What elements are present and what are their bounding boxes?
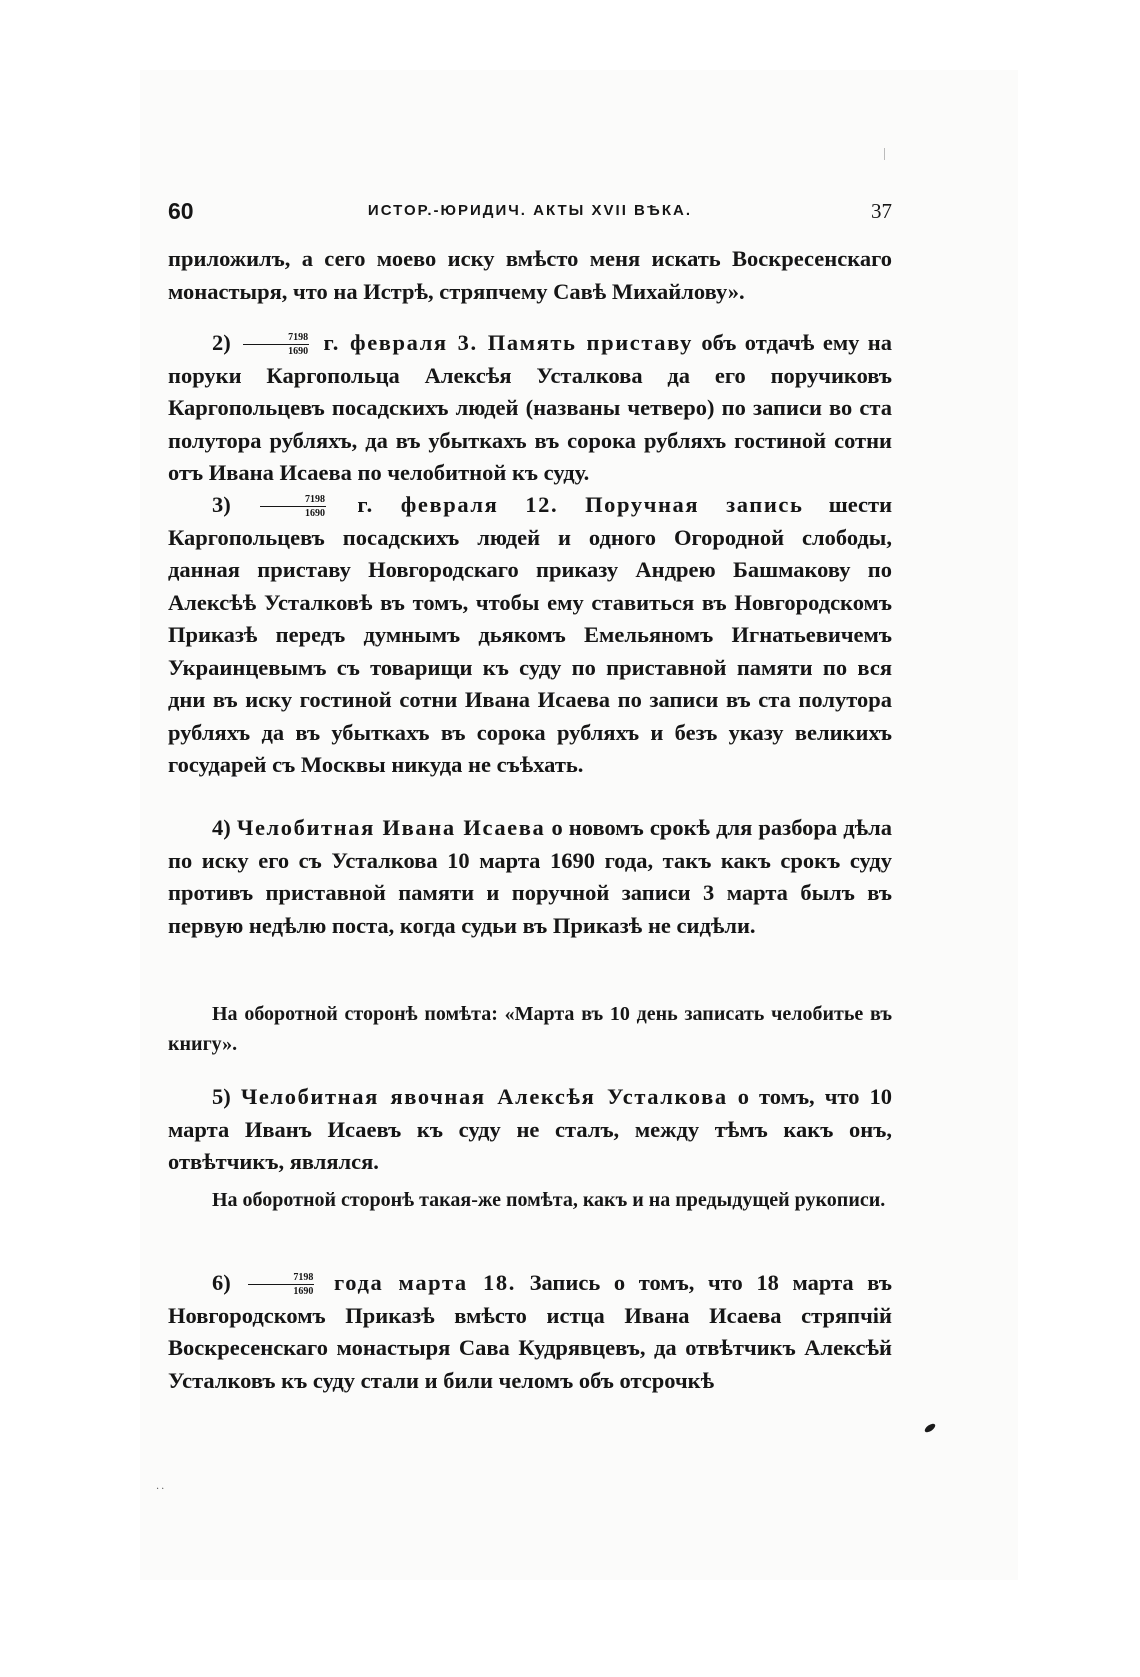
scan-dots: .. (156, 1481, 167, 1492)
note-4-text: На оборотной сторонѣ помѣта: «Марта въ 10 день записать челобитье въ книгу». (168, 1003, 892, 1055)
running-title: ИСТОР.-ЮРИДИЧ. АКТЫ XVII ВѢКА. (367, 202, 693, 219)
entry-6-text: Запись о томъ, что 18 марта въ Новгородскомъ Приказѣ вмѣсто истца Ивана Исаева стряпчій Воскресенскаго монастыря Сава Кудрявцевъ, да отвѣтчикъ Алексѣй Усталковъ къ суду стали и били челомъ объ отсрочкѣ (168, 1270, 893, 1393)
note-5-text: На оборотной сторонѣ такая-же помѣта, какъ и на предыдущей рукописи. (212, 1189, 886, 1211)
entry-5-text: о томъ, что 10 марта Иванъ Исаевъ къ суду не сталъ, между тѣмъ какъ онъ, отвѣтчикъ, являлся. (168, 1084, 892, 1174)
entry-6-year-fraction (248, 1272, 314, 1297)
entry-2 (168, 327, 892, 490)
entry-3-text: шести Каргопольцевъ посадскихъ людей и одного Огородной слободы, данная приставу Новгородскаго приказу Андрею Башмакову по Алексѣѣ Усталковѣ въ томъ, чтобы ему ставиться въ Новгородскомъ Приказѣ передъ думнымъ дьякомъ Емельяномъ Игнатьевичемъ Украинцевымъ съ товарищи къ суду по приставной памяти по вся дни въ иску гостиной сотни Ивана Исаева по записи въ ста полутора рубляхъ да въ убыткахъ въ сорока рубляхъ и безъ указу великихъ государей съ Москвы никуда не съѣхать. (168, 492, 893, 777)
note-4 (168, 999, 892, 1059)
intro-text: приложилъ, а сего моево иску вмѣсто меня искать Воскресенскаго монастыря, что на Истрѣ, стряпчему Савѣ Михайлову». (168, 246, 892, 304)
entry-3 (168, 489, 892, 782)
entry-5 (168, 1081, 892, 1179)
entry-2-year-denominator: 1690 (288, 346, 309, 357)
entry-6-year-numerator: 7198 (248, 1272, 314, 1285)
page-header (168, 198, 892, 228)
entry-2-date: г. февраля 3. Память приставу (323, 330, 693, 355)
intro-paragraph (168, 243, 892, 308)
entry-6-date: года марта 18. (334, 1270, 516, 1295)
entry-6 (168, 1267, 892, 1397)
entry-4 (168, 812, 892, 942)
document-number: 37 (871, 199, 892, 223)
entry-4-number: 4) (212, 815, 231, 840)
entry-4-text: о новомъ срокѣ для разбора дѣла по иску его съ Усталкова 10 марта 1690 года, такъ какъ срокъ суду противъ приставной памяти и поручной записи 3 марта былъ въ первую недѣлю поста, когда судьи въ Приказѣ не сидѣли. (168, 815, 893, 938)
note-5 (168, 1185, 892, 1215)
entry-3-year-fraction (260, 494, 326, 519)
entry-2-year-fraction (243, 332, 309, 357)
scan-mark (884, 148, 885, 160)
page-number: 60 (168, 198, 194, 224)
entry-3-year-numerator: 7198 (260, 494, 326, 507)
entry-5-number: 5) (212, 1084, 231, 1109)
entry-3-number: 3) (212, 492, 231, 517)
entry-6-number: 6) (212, 1270, 231, 1295)
entry-2-number: 2) (212, 330, 231, 355)
entry-3-year-denominator: 1690 (305, 508, 326, 519)
entry-5-date: Челобитная явочная Алексѣя Усталкова (240, 1084, 728, 1109)
entry-2-text: объ отдачѣ ему на поруки Каргопольца Алексѣя Усталкова да его поручиковъ Каргопольцевъ посадскихъ людей (названы четверо) по записи во ста полутора рубляхъ, да въ убыткахъ въ сорока рубляхъ гостиной сотни отъ Ивана Исаева по челобитной къ суду. (168, 330, 892, 485)
entry-4-date: Челобитная Ивана Исаева (236, 815, 546, 840)
entry-2-year-numerator: 7198 (243, 332, 309, 345)
entry-6-year-denominator: 1690 (293, 1286, 314, 1297)
entry-3-date: г. февраля 12. Поручная запись (357, 492, 804, 517)
